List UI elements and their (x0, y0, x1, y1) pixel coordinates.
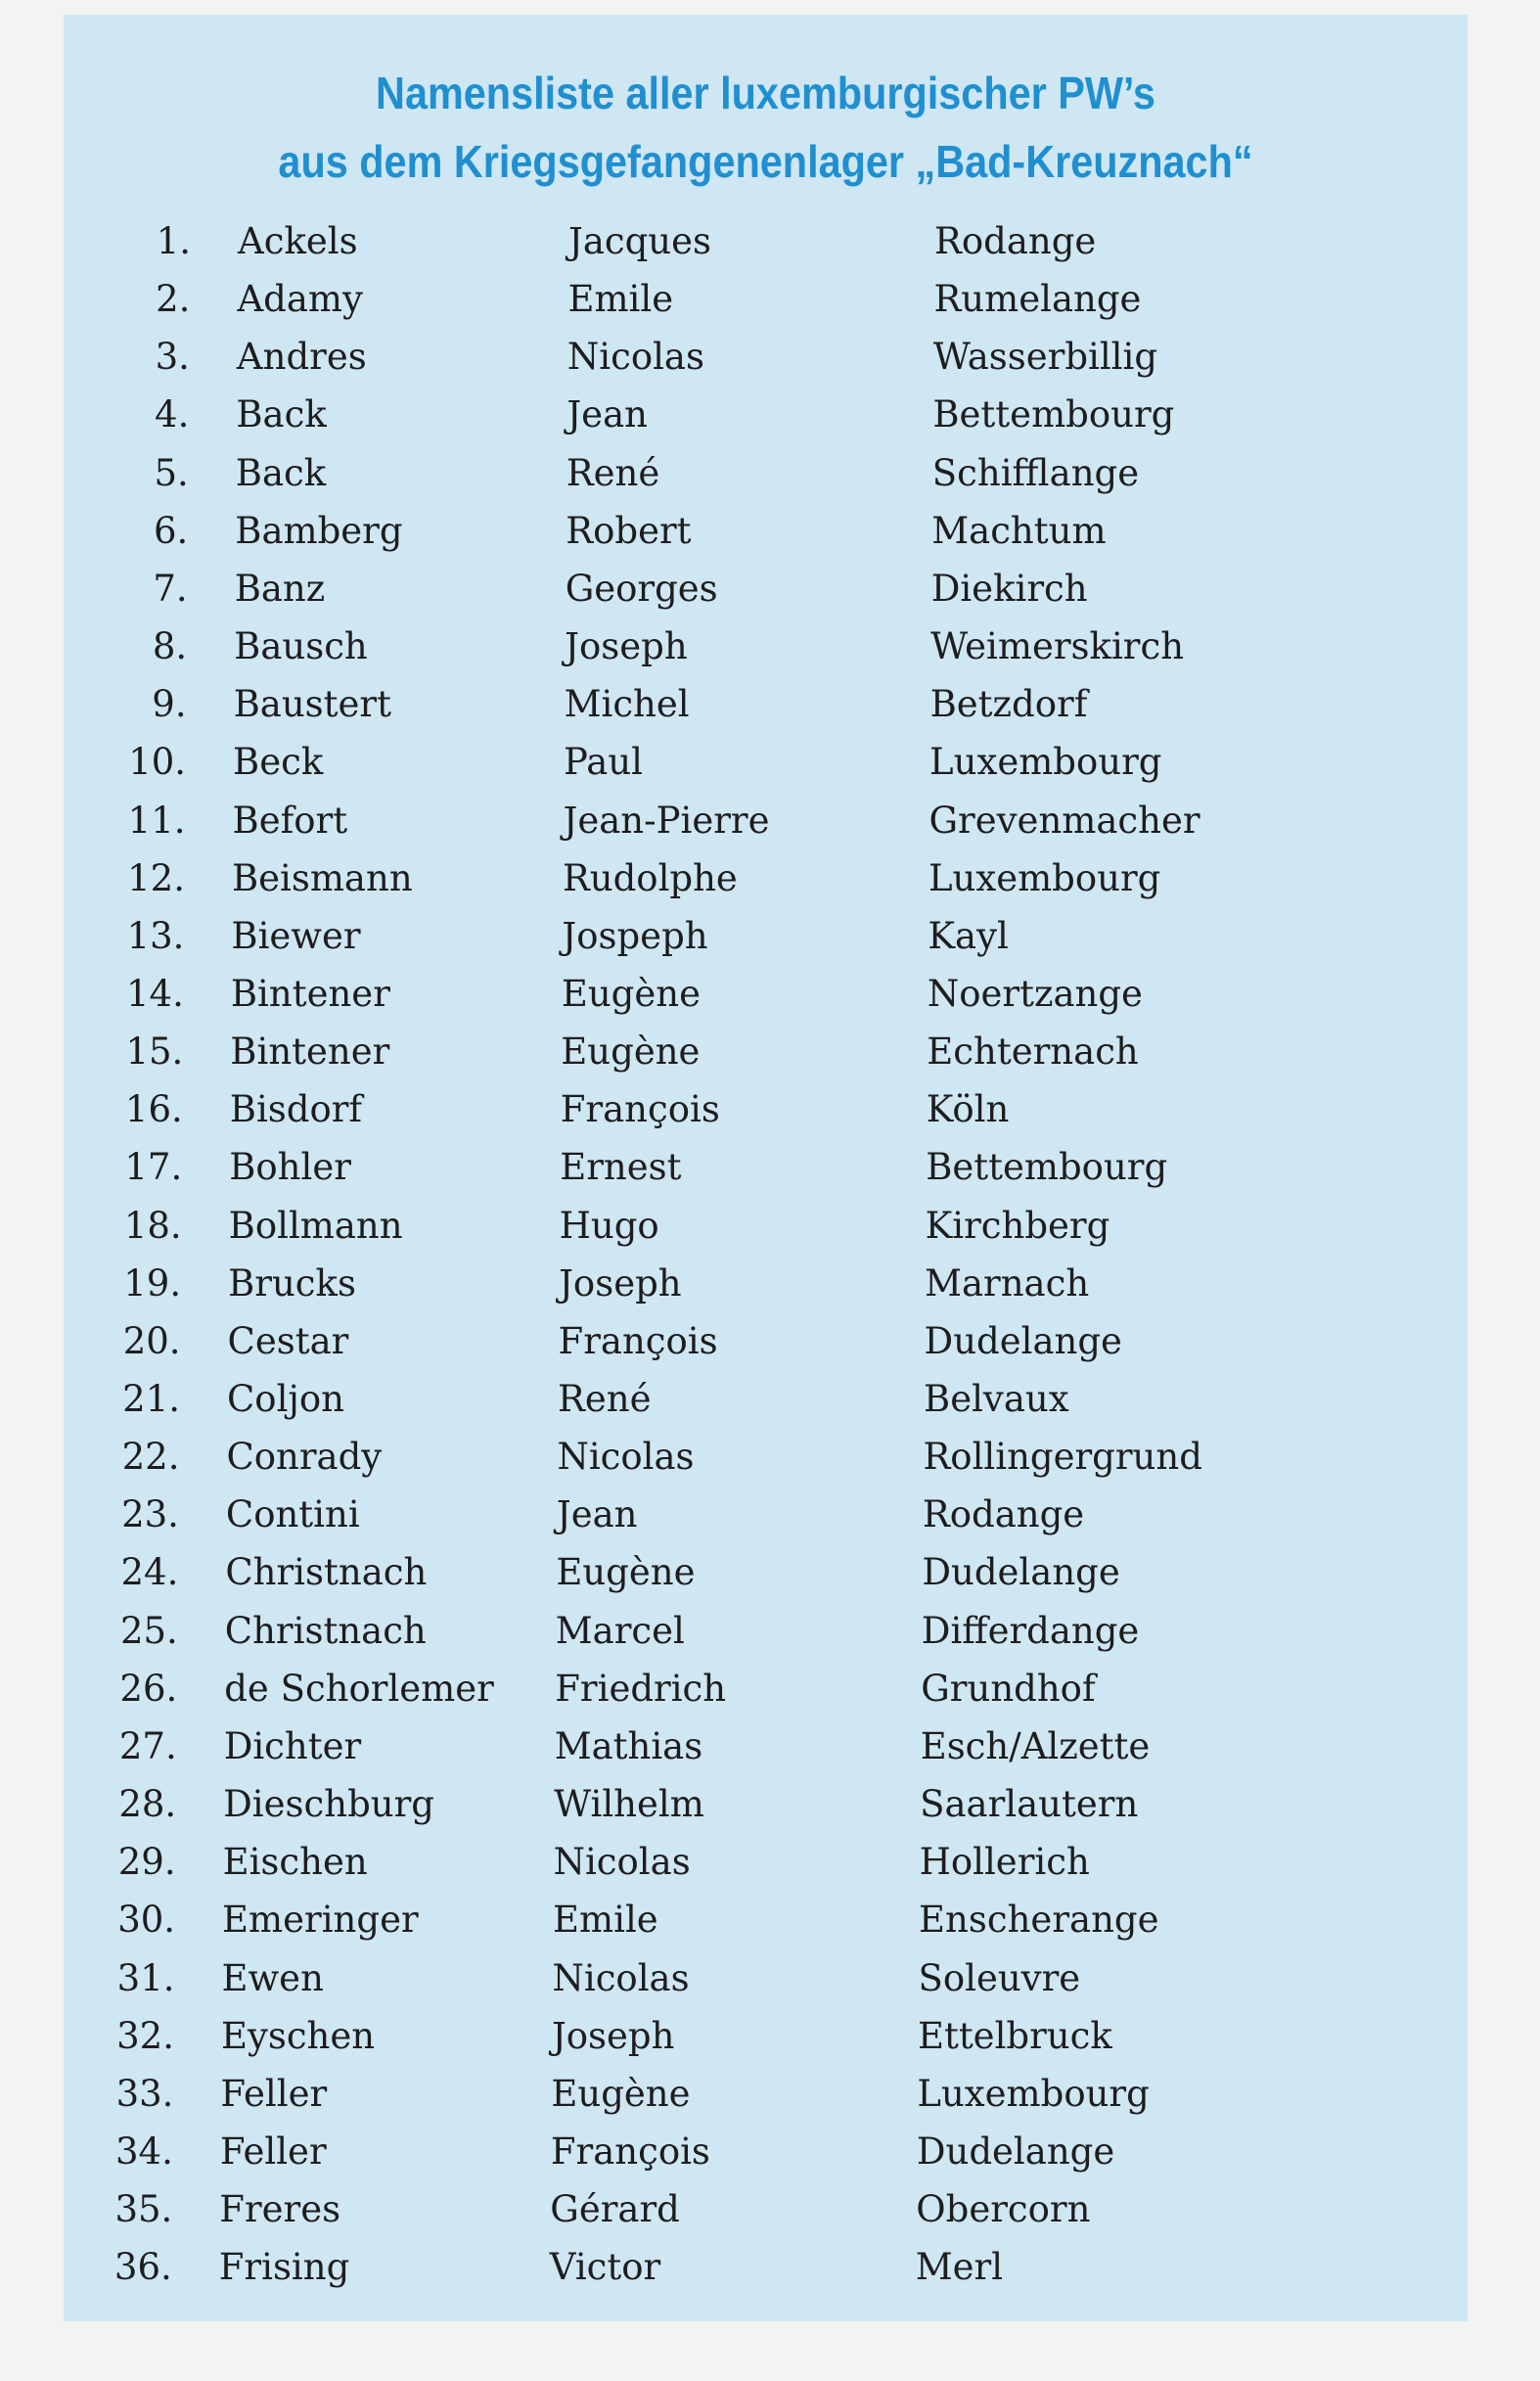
entry-number: 17. (124, 1146, 183, 1189)
list-item (64, 1488, 1468, 1543)
entry-firstname: Eugène (561, 972, 701, 1015)
entry-number: 1. (156, 220, 191, 262)
entry-surname: Beismann (231, 856, 413, 899)
entry-place: Obercorn (916, 2188, 1091, 2231)
list-item (64, 1315, 1468, 1370)
list-item (64, 1776, 1468, 1831)
list-item (64, 739, 1468, 794)
list-item (64, 2007, 1468, 2062)
entry-number: 25. (119, 1609, 178, 1652)
entry-firstname: Jean-Pierre (563, 799, 770, 842)
entry-surname: Brucks (228, 1261, 356, 1305)
entry-surname: Conrady (226, 1436, 383, 1479)
entry-firstname: Emile (567, 278, 674, 321)
entry-place: Ettelbruck (917, 2014, 1112, 2057)
entry-surname: Contini (225, 1493, 360, 1536)
entry-number: 33. (115, 2072, 174, 2115)
entry-number: 15. (125, 1030, 184, 1074)
entry-surname: Christnach (224, 1609, 427, 1652)
entry-firstname: Emile (553, 1899, 658, 1942)
entry-place: Dudelange (916, 2129, 1115, 2173)
entry-place: Differdange (921, 1609, 1140, 1652)
entry-surname: Emeringer (222, 1899, 419, 1942)
entry-place: Kayl (928, 914, 1009, 957)
entry-number: 26. (119, 1667, 178, 1710)
entry-place: Dudelange (924, 1319, 1122, 1362)
entry-place: Luxembourg (928, 856, 1161, 899)
entry-surname: Dichter (223, 1724, 362, 1767)
entry-surname: Beck (233, 741, 324, 784)
entry-place: Soleuvre (918, 1956, 1081, 1999)
entry-firstname: Marcel (555, 1609, 685, 1652)
entry-surname: de Schorlemer (224, 1667, 494, 1710)
list-item (64, 797, 1468, 851)
entry-surname: Cestar (227, 1319, 349, 1362)
entry-place: Belvaux (924, 1378, 1069, 1420)
entry-place: Enscherange (919, 1899, 1159, 1942)
entry-surname: Andres (236, 336, 367, 379)
entry-number: 20. (122, 1319, 181, 1362)
entry-firstname: Georges (565, 567, 718, 610)
entry-number: 34. (115, 2129, 173, 2173)
entry-number: 5. (154, 451, 189, 494)
list-item (64, 393, 1468, 448)
entry-surname: Banz (234, 567, 326, 610)
entry-place: Grundhof (921, 1667, 1096, 1710)
entry-firstname: Michel (564, 683, 690, 726)
entry-place: Bettembourg (932, 393, 1175, 436)
entry-number: 22. (121, 1436, 180, 1479)
entry-firstname: Friedrich (555, 1667, 727, 1710)
entry-place: Grevenmacher (929, 799, 1200, 842)
entry-number: 36. (113, 2246, 172, 2289)
entry-place: Schifflange (931, 451, 1140, 494)
entry-surname: Ackels (238, 220, 358, 262)
entry-firstname: Ernest (560, 1146, 682, 1189)
entry-surname: Biewer (231, 914, 361, 957)
entry-firstname: Jean (566, 393, 648, 436)
entry-firstname: Gérard (550, 2188, 680, 2231)
list-item (64, 1431, 1468, 1486)
list-item (64, 1258, 1468, 1312)
entry-firstname: François (560, 1088, 720, 1131)
list-item (64, 220, 1468, 275)
list-item (64, 1028, 1468, 1082)
list-item (64, 566, 1468, 620)
list-item (64, 1604, 1468, 1659)
entry-firstname: Eugène (556, 1551, 696, 1594)
entry-number: 4. (155, 393, 190, 436)
entry-place: Echternach (927, 1030, 1139, 1074)
entry-firstname: Wilhelm (554, 1783, 704, 1826)
entry-firstname: Paul (564, 741, 644, 784)
entry-place: Hollerich (919, 1841, 1090, 1884)
entry-place: Marnach (925, 1261, 1090, 1305)
list-item (64, 1085, 1468, 1140)
entry-firstname: Robert (566, 509, 692, 552)
entry-place: Machtum (931, 509, 1107, 552)
entry-surname: Baustert (233, 683, 391, 726)
entry-number: 12. (127, 856, 185, 899)
entry-number: 18. (123, 1204, 182, 1247)
entry-number: 9. (152, 683, 187, 726)
entry-number: 14. (126, 972, 184, 1015)
entry-surname: Bisdorf (229, 1088, 363, 1131)
entry-firstname: François (550, 2129, 710, 2173)
entry-place: Diekirch (930, 567, 1088, 610)
entry-number: 27. (118, 1724, 177, 1767)
entry-firstname: Joseph (559, 1261, 682, 1305)
entry-place: Merl (915, 2246, 1004, 2289)
entry-firstname: Victor (549, 2246, 661, 2289)
entry-surname: Feller (220, 2072, 328, 2115)
entry-surname: Freres (219, 2188, 341, 2231)
list-item (64, 1142, 1468, 1197)
entry-number: 2. (156, 278, 191, 321)
entry-place: Kirchberg (925, 1204, 1110, 1247)
list-item (64, 912, 1468, 967)
entry-place: Rodange (922, 1493, 1085, 1536)
entry-place: Noertzange (927, 972, 1143, 1015)
entry-firstname: René (566, 451, 660, 494)
list-item (64, 681, 1468, 736)
entry-surname: Feller (219, 2129, 327, 2173)
entry-place: Dudelange (922, 1551, 1120, 1594)
entry-surname: Back (235, 451, 327, 494)
entry-firstname: Mathias (554, 1724, 703, 1767)
entry-number: 29. (117, 1841, 176, 1884)
list-item (64, 278, 1468, 333)
entry-surname: Bausch (234, 625, 368, 668)
list-item (64, 1834, 1468, 1889)
entry-surname: Bintener (230, 972, 390, 1015)
list-item (64, 854, 1468, 909)
entry-firstname: Eugène (561, 1030, 701, 1074)
entry-number: 16. (124, 1088, 183, 1131)
entry-surname: Befort (232, 799, 348, 842)
list-item (64, 451, 1468, 506)
list-item (64, 1373, 1468, 1428)
entry-firstname: Nicolas (552, 1956, 690, 1999)
entry-place: Köln (926, 1088, 1010, 1131)
entry-place: Luxembourg (917, 2072, 1150, 2115)
list-item (64, 336, 1468, 390)
title-line-1: Namensliste aller luxemburgischer PW’s (376, 68, 1155, 118)
list-item (64, 1546, 1468, 1601)
entry-surname: Coljon (227, 1378, 344, 1420)
entry-surname: Bollmann (228, 1204, 403, 1247)
entry-number: 11. (127, 799, 186, 842)
entry-number: 10. (128, 741, 187, 784)
entry-surname: Frising (218, 2246, 350, 2289)
entry-number: 28. (118, 1783, 177, 1826)
entry-surname: Eischen (222, 1841, 368, 1884)
entry-surname: Ewen (221, 1956, 324, 1999)
entry-place: Bettembourg (926, 1146, 1168, 1189)
list-item (64, 1662, 1468, 1717)
entry-surname: Bintener (230, 1030, 390, 1074)
entry-number: 8. (152, 625, 188, 668)
entry-firstname: Hugo (559, 1204, 659, 1247)
entry-place: Saarlautern (920, 1783, 1139, 1826)
entry-surname: Adamy (237, 278, 363, 321)
list-item (64, 970, 1468, 1025)
list-item (64, 1718, 1468, 1773)
list-item (64, 509, 1468, 564)
entry-place: Esch/Alzette (920, 1724, 1151, 1767)
entry-number: 24. (120, 1551, 179, 1594)
entry-number: 3. (155, 336, 190, 379)
entry-firstname: Jacques (568, 220, 712, 262)
entry-firstname: Joseph (565, 625, 688, 668)
entry-surname: Christnach (225, 1551, 428, 1594)
entry-number: 7. (153, 567, 188, 610)
list-item (64, 2065, 1468, 2120)
entry-number: 21. (122, 1378, 180, 1420)
entry-firstname: Rudolphe (562, 856, 738, 899)
list-item (64, 623, 1468, 678)
entry-firstname: Nicolas (557, 1436, 695, 1479)
list-panel (64, 15, 1468, 2321)
entry-firstname: Joseph (551, 2014, 675, 2057)
entry-place: Rodange (934, 220, 1097, 262)
entry-firstname: Nicolas (553, 1841, 691, 1884)
entry-firstname: Eugène (551, 2072, 691, 2115)
list-item (64, 1949, 1468, 2004)
title-line-2: aus dem Kriegsgefangenenlager „Bad-Kreuznach“ (278, 136, 1253, 187)
entry-surname: Eyschen (220, 2014, 376, 2057)
list-item (64, 1892, 1468, 1946)
entry-place: Wasserbillig (932, 336, 1158, 379)
entry-place: Weimerskirch (930, 625, 1185, 668)
entry-number: 31. (116, 1956, 175, 1999)
entry-firstname: René (558, 1378, 652, 1420)
entry-place: Rumelange (933, 278, 1142, 321)
entry-firstname: Nicolas (566, 336, 704, 379)
entry-place: Rollingergrund (923, 1436, 1202, 1479)
entry-firstname: Jospeph (562, 914, 708, 957)
entry-surname: Bohler (229, 1146, 351, 1189)
entry-number: 13. (126, 914, 185, 957)
entry-firstname: Jean (556, 1493, 638, 1536)
list-item (64, 2180, 1468, 2235)
entry-surname: Dieschburg (223, 1783, 434, 1826)
entry-surname: Back (236, 393, 327, 436)
entry-surname: Bamberg (235, 509, 403, 552)
entry-number: 19. (123, 1261, 182, 1305)
entry-number: 6. (153, 509, 189, 552)
entry-place: Betzdorf (929, 683, 1088, 726)
list-item (64, 2238, 1468, 2293)
list-item (64, 2123, 1468, 2177)
list-item (64, 1200, 1468, 1255)
entry-firstname: François (558, 1319, 718, 1362)
entry-number: 35. (114, 2188, 173, 2231)
entry-place: Luxembourg (929, 741, 1162, 784)
entry-number: 32. (116, 2014, 174, 2057)
entry-number: 30. (117, 1899, 176, 1942)
entry-number: 23. (121, 1493, 179, 1536)
